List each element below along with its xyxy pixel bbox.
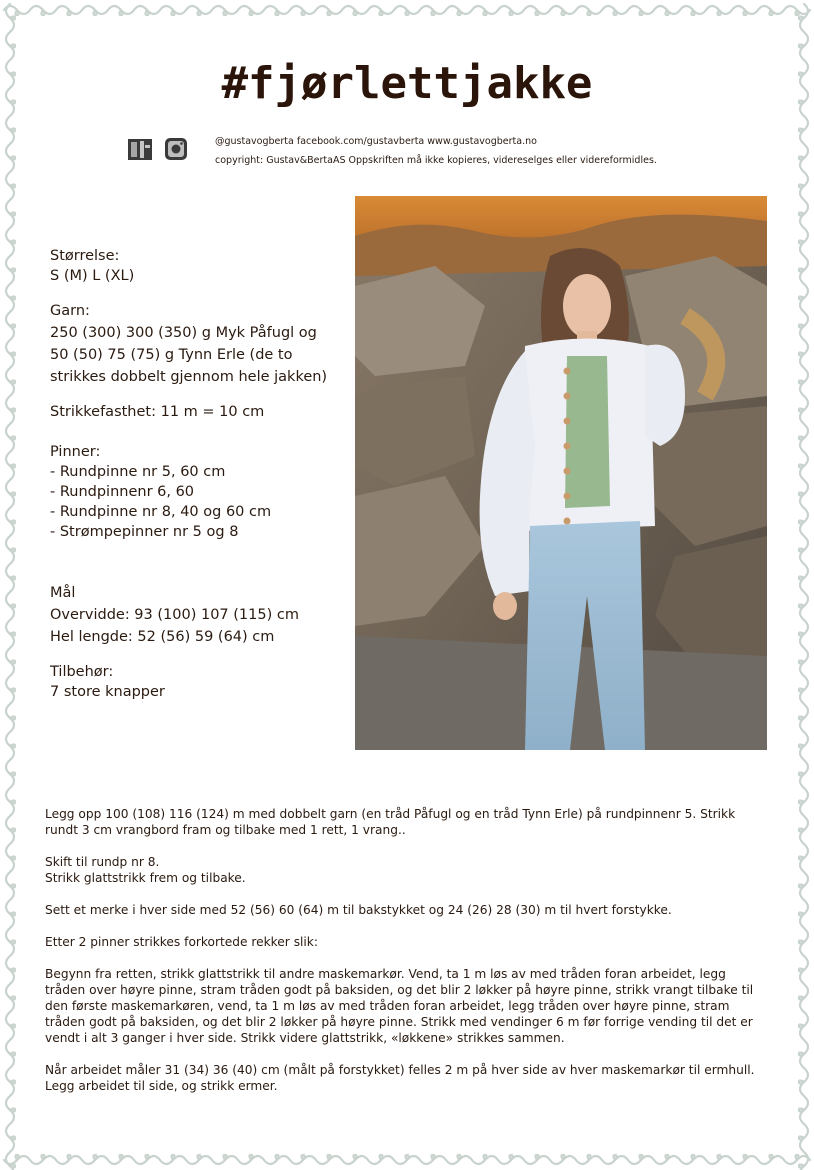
pattern-specs <box>50 246 350 716</box>
gauge-value: Strikkefasthet: 11 m = 10 cm <box>50 404 265 420</box>
instruction-paragraph: Sett et merke i hver side med 52 (56) 60 (64) m til bakstykket og 24 (26) 28 (30) m til hvert forstykke. <box>45 903 672 917</box>
instruction-paragraph: Begynn fra retten, strikk glattstrikk til andre maskemarkør. Vend, ta 1 m løs av med tråden foran arbeidet, legg tråden over høyre pinne, stram tråden godt på baksiden, og det blir 2 løkker på høyre pinne, strikk vrangt tilbake til den første maskemarkøren, vend, ta 1 m løs av med tråden foran arbeidet, legg tråden over høyre pinne, stram tråden godt på baksiden, og det blir 2 løkker på høyre pinne. Strikk med vendinger 6 m før forrige vending til det er vendt i alt 3 ganger i hver side. Strikk videre glattstrikk, «løkkene» strikkes sammen. <box>45 967 754 1045</box>
facebook-icon[interactable] <box>127 136 153 162</box>
needles-label: Pinner: <box>50 444 101 460</box>
needles-section <box>50 442 350 542</box>
measure-chest: Overvidde: 93 (100) 107 (115) cm <box>50 607 299 623</box>
model-photo <box>355 196 767 750</box>
instruction-paragraph <box>45 1062 765 1094</box>
instruction-line: Strikk glattstrikk frem og tilbake. <box>45 871 246 885</box>
yarn-label: Garn: <box>50 303 90 319</box>
instructions <box>45 806 765 1110</box>
needle-item: - Rundpinne nr 8, 40 og 60 cm <box>50 504 272 520</box>
page-title: #fjørlettjakke <box>221 58 593 109</box>
needle-item: - Rundpinne nr 5, 60 cm <box>50 464 226 480</box>
contact-info <box>215 136 657 174</box>
copyright-line: copyright: Gustav&BertaAS Oppskriften må ikke kopieres, videreselges eller videreformidles. <box>215 155 657 166</box>
yarn-line: strikkes dobbelt gjennom hele jakken) <box>50 369 328 385</box>
gauge-section <box>50 402 350 422</box>
measure-length: Hel lengde: 52 (56) 59 (64) cm <box>50 629 275 645</box>
accessories-value: 7 store knapper <box>50 684 165 700</box>
measurements-section <box>50 582 350 648</box>
instruction-line: Når arbeidet måler 31 (34) 36 (40) cm (målt på forstykket) felles 2 m på hver side av hver maskemarkør til ermhull. <box>45 1063 755 1077</box>
instruction-line: Skift til rundp nr 8. <box>45 855 160 869</box>
instruction-paragraph: Etter 2 pinner strikkes forkortede rekker slik: <box>45 935 318 949</box>
size-value: S (M) L (XL) <box>50 268 135 284</box>
social-icons <box>127 136 189 162</box>
size-section <box>50 246 350 286</box>
instruction-line: Legg arbeidet til side, og strikk ermer. <box>45 1079 278 1093</box>
instruction-paragraph <box>45 854 765 886</box>
yarn-line: 250 (300) 300 (350) g Myk Påfugl og <box>50 325 317 341</box>
instruction-paragraph: Legg opp 100 (108) 116 (124) m med dobbelt garn (en tråd Påfugl og en tråd Tynn Erle) på rundpinnenr 5. Strikk rundt 3 cm vrangbord fram og tilbake med 1 rett, 1 vrang.. <box>45 807 736 837</box>
needle-item: - Strømpepinner nr 5 og 8 <box>50 524 239 540</box>
instagram-icon[interactable] <box>163 136 189 162</box>
needle-item: - Rundpinnenr 6, 60 <box>50 484 195 500</box>
size-label: Størrelse: <box>50 248 120 264</box>
yarn-section <box>50 300 350 388</box>
yarn-line: 50 (50) 75 (75) g Tynn Erle (de to <box>50 347 293 363</box>
measure-label: Mål <box>50 585 76 601</box>
accessories-section <box>50 662 350 702</box>
accessories-label: Tilbehør: <box>50 664 114 680</box>
contact-line: @gustavogberta facebook.com/gustavberta www.gustavogberta.no <box>215 136 537 147</box>
